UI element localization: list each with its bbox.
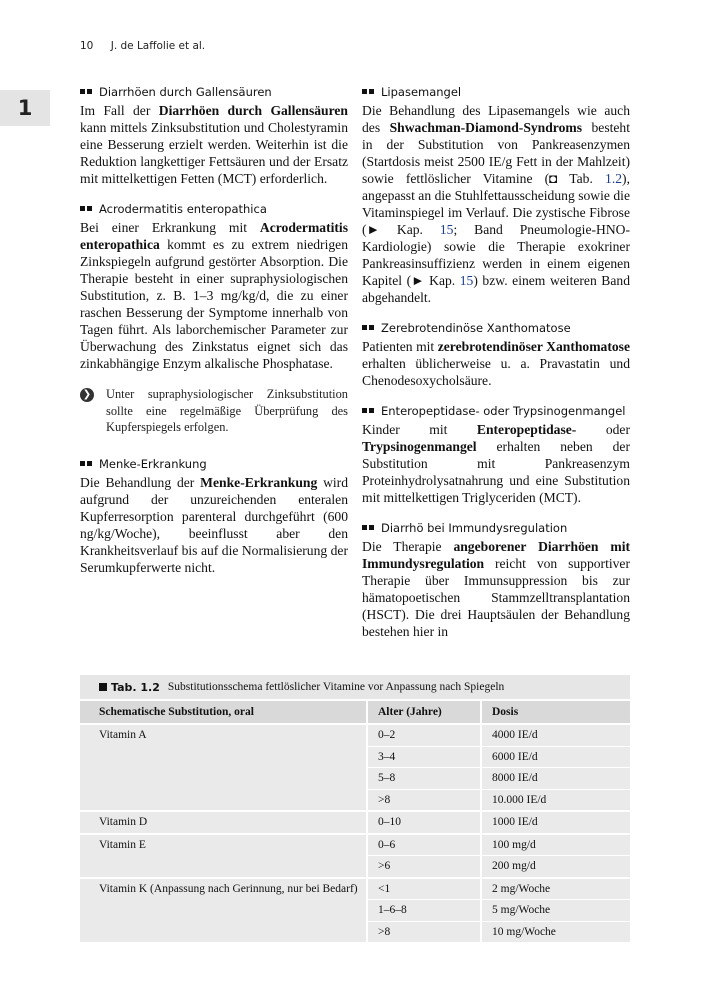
text-run: Die Behandlung der [80, 474, 201, 490]
bold-term: Diarrhöen durch Gallensäuren [158, 103, 348, 118]
square-bullet-icon [362, 408, 367, 413]
dose-cell: 6000 IE/d [480, 746, 630, 768]
text-run: wird aufgrund der unzureichenden enteralen Kupferresorption parenteral durchgeführt (600 ng/kg/Woche), beeinflusst aber den Krankheitsverlauf bis auf die Normalisierung der Serumkupferwerte nicht. [80, 474, 348, 575]
age-cell: >8 [366, 789, 480, 811]
running-header [80, 40, 205, 52]
section-heading [80, 456, 348, 472]
vitamin-table [80, 675, 630, 942]
text-run: Die Therapie [362, 539, 454, 554]
dose-cell: 200 mg/d [480, 855, 630, 877]
table-number: Tab. 1.2 [111, 680, 160, 694]
dose-cell: 10.000 IE/d [480, 789, 630, 811]
section-heading [80, 84, 348, 100]
age-cell: >6 [366, 855, 480, 877]
header-cell-substitution: Schematische Substitution, oral [80, 699, 366, 723]
table-marker-icon [99, 683, 107, 691]
text-run: Im Fall der [80, 103, 159, 118]
table-row [80, 723, 630, 746]
table-caption [80, 675, 630, 699]
text-run: Die Behandlung des Lipasemangels wie auch des [362, 103, 630, 135]
text-run: ◘ Tab. [549, 171, 606, 186]
section-paragraph [80, 102, 348, 187]
right-column [362, 84, 630, 654]
section-paragraph [362, 338, 630, 389]
text-section [80, 84, 348, 187]
page-number: 10 [80, 40, 94, 52]
text-section [362, 403, 630, 506]
text-run: reicht von supportiver Therapie über Immunsuppression bis zur hämatopoetischen Stammzelltransplantation (HSCT). Die drei Hauptsäulen der Behandlung bestehen hier in [362, 556, 630, 639]
vitamin-name-cell [80, 723, 366, 810]
arrow-right-icon: ❯ [80, 388, 94, 402]
section-heading-text: Zerebrotendinöse Xanthomatose [381, 321, 571, 335]
section-paragraph [80, 219, 348, 372]
text-section [80, 201, 348, 372]
text-run: erhalten üblicherweise u. a. Pravastatin und Chenodesoxycholsäure. [362, 356, 630, 388]
note-box [80, 386, 348, 436]
age-cell: 0–2 [366, 723, 480, 746]
vitamin-name-cell [80, 810, 366, 833]
age-cell: <1 [366, 877, 480, 900]
author-line: J. de Laffolie et al. [110, 40, 206, 52]
bold-term: Acrodermatitis enteropathica [80, 220, 348, 252]
dose-cell: 4000 IE/d [480, 723, 630, 746]
section-heading [80, 201, 348, 217]
square-bullet-icon [369, 525, 374, 530]
age-cell: 1–6–8 [366, 899, 480, 921]
vitamin-name: Vitamin D [99, 816, 148, 828]
table-title: Substitutionsschema fettlöslicher Vitamine vor Anpassung nach Spiegeln [167, 681, 505, 693]
text-run: ), angepasst an die Stuhlfettausscheidung sowie die Vitaminspiegel im Verlauf. Die zystische Fibrose (► Kap. [362, 171, 630, 237]
section-heading-text: Diarrhö bei Immundysregulation [381, 521, 568, 535]
bold-term: Shwachman-Diamond-Syndroms [389, 120, 582, 135]
dose-cell: 100 mg/d [480, 833, 630, 856]
age-cell: 3–4 [366, 746, 480, 768]
text-run: kann mittels Zinksubstitution und Cholestyramin eine Besserung erzielt werden. Weiterhin ist die Reduktion langkettiger Fettsäuren und der Ersatz mit mittelkettigen Fetten (MCT) erforderlich. [80, 120, 348, 186]
square-bullet-icon [87, 206, 92, 211]
age-cell: 0–6 [366, 833, 480, 856]
text-run: ; Band Pneumologie-HNO-Kardiologie) sowie die Therapie exokriner Pankreasinsuffizienz werden in einem eigenen Kapitel (► Kap. [362, 222, 630, 288]
section-paragraph [80, 474, 348, 576]
square-bullet-icon [369, 89, 374, 94]
bold-term: Trypsinogenmangel [362, 439, 477, 454]
section-heading [362, 520, 630, 536]
text-run: Bei einer Erkrankung mit [80, 220, 260, 235]
text-run: Patienten mit [362, 339, 438, 354]
table-header-row [80, 699, 630, 723]
left-column [80, 84, 348, 590]
vitamin-name-cell [80, 877, 366, 943]
text-run: besteht in der Substitution von Pankreasenzymen (Startdosis meist 2500 IE/g Fett in der Mahlzeit) sowie fettlöslicher Vitamine ( [362, 120, 630, 186]
square-bullet-icon [362, 89, 367, 94]
bold-term: Enteropeptidase- [476, 422, 577, 437]
text-section [362, 520, 630, 640]
text-section [362, 320, 630, 389]
section-heading [362, 320, 630, 336]
dose-cell: 5 mg/Woche [480, 899, 630, 921]
text-run: kommt es zu extrem niedrigen Zinkspiegeln aufgrund gestörter Absorption. Die Therapie besteht in einer supraphysiologischen Substitution, z. B. 1–3 mg/kg/d, die zu einer raschen Besserung der Symptome innerhalb von Tagen führt. Als laborchemischer Parameter zur Überwachung des Zinkstatus eignet sich das zinkabhängige Enzym alkalische Phosphatase. [80, 237, 348, 371]
header-cell-dose: Dosis [480, 699, 630, 723]
dose-cell: 2 mg/Woche [480, 877, 630, 900]
bold-term: angeborener Diarrhöen mit Immundysregulation [362, 539, 630, 571]
dose-cell: 8000 IE/d [480, 767, 630, 789]
section-heading [362, 403, 630, 419]
square-bullet-icon [369, 325, 374, 330]
vitamin-name: Vitamin K (Anpassung nach Gerinnung, nur bei Bedarf) [99, 882, 358, 895]
section-heading-text: Acrodermatitis enteropathica [99, 202, 267, 216]
square-bullet-icon [362, 525, 367, 530]
square-bullet-icon [80, 89, 85, 94]
text-run: oder [576, 422, 630, 437]
vitamin-name-cell [80, 833, 366, 877]
dose-cell: 1000 IE/d [480, 810, 630, 833]
age-cell: 5–8 [366, 767, 480, 789]
dose-cell: 10 mg/Woche [480, 921, 630, 943]
text-run: ) bzw. einem weiteren Band abgehandelt. [362, 273, 631, 305]
vitamin-name: Vitamin E [99, 838, 146, 851]
bold-term: zerebrotendinöser Xanthomatose [437, 339, 631, 354]
age-cell: >8 [366, 921, 480, 943]
section-heading-text: Menke-Erkrankung [99, 456, 207, 471]
section-heading [362, 84, 630, 100]
table-row [80, 833, 630, 856]
table-row [80, 810, 630, 833]
section-heading-text: Diarrhöen durch Gallensäuren [99, 85, 272, 99]
section-heading-text: Enteropeptidase- oder Trypsinogenmangel [381, 404, 626, 418]
section-heading-text: Lipasemangel [381, 85, 462, 99]
text-section [80, 456, 348, 576]
table-body [80, 699, 630, 942]
cross-reference-link[interactable]: 15 [459, 273, 474, 288]
text-run: erhalten neben der Substitution mit Pankreasenzym Proteinhydrolysatnahrung und eine Substitution mit mittelkettigen Triglyceriden (MCT). [362, 439, 630, 505]
square-bullet-icon [87, 461, 92, 466]
square-bullet-icon [80, 461, 85, 466]
square-bullet-icon [80, 206, 85, 211]
note-text: Unter supraphysiologischer Zinksubstitution sollte eine regelmäßige Überprüfung des Kupferspiegels erfolgen. [106, 387, 348, 434]
header-cell-age: Alter (Jahre) [366, 699, 480, 723]
cross-reference-link[interactable]: 15 [439, 222, 454, 237]
section-paragraph [362, 102, 630, 306]
age-cell: 0–10 [366, 810, 480, 833]
square-bullet-icon [369, 408, 374, 413]
text-run: Kinder mit [362, 422, 477, 437]
square-bullet-icon [362, 325, 367, 330]
square-bullet-icon [87, 89, 92, 94]
vitamin-name: Vitamin A [99, 729, 147, 741]
table-row [80, 877, 630, 900]
text-section [362, 84, 630, 306]
section-paragraph [362, 538, 630, 640]
bold-term: Menke-Erkrankung [200, 474, 318, 490]
section-paragraph [362, 421, 630, 506]
cross-reference-link[interactable]: 1.2 [605, 171, 623, 186]
chapter-tab: 1 [0, 90, 50, 126]
